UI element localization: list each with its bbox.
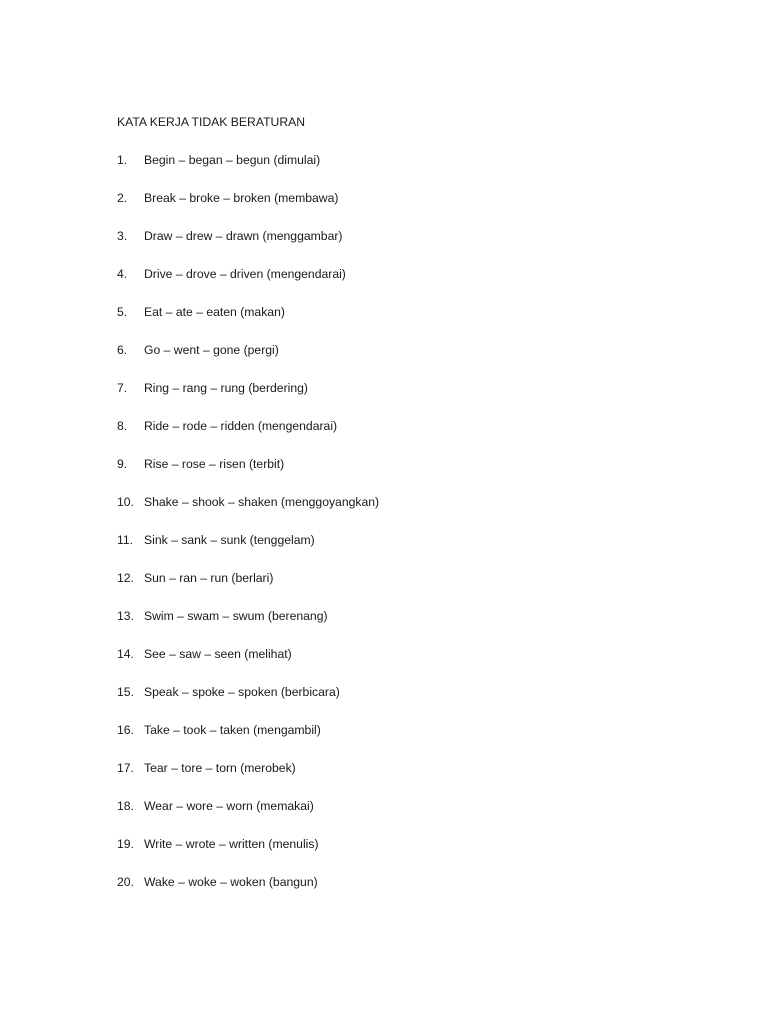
item-text: Take – took – taken (mengambil) [144,723,321,737]
list-item [117,455,379,493]
item-text: Go – went – gone (pergi) [144,343,279,357]
item-number: 5. [117,305,128,319]
item-text: Ride – rode – ridden (mengendarai) [144,419,338,433]
item-number: 17. [117,761,134,775]
item-text: Tear – tore – torn (merobek) [144,761,296,775]
item-text: Wear – wore – worn (memakai) [144,799,314,813]
item-number: 2. [117,191,128,205]
item-number: 7. [117,381,128,395]
item-number: 11. [117,533,134,547]
item-text: Drive – drove – driven (mengendarai) [144,267,346,281]
list-item [117,759,379,797]
item-text: Ring – rang – rung (berdering) [144,381,308,395]
list-item [117,721,379,759]
item-number: 18. [117,799,134,813]
item-text: Sun – ran – run (berlari) [144,571,274,585]
item-number: 6. [117,343,128,357]
list-item [117,265,379,303]
item-number: 9. [117,457,128,471]
list-item [117,835,379,873]
list-item [117,417,379,455]
item-text: Swim – swam – swum (berenang) [144,609,328,623]
item-text: Speak – spoke – spoken (berbicara) [144,685,340,699]
document-title: KATA KERJA TIDAK BERATURAN [117,115,306,129]
item-number: 16. [117,723,134,737]
list-item [117,151,379,189]
item-text: Write – wrote – written (menulis) [144,837,319,851]
list-item [117,493,379,531]
list-item [117,569,379,607]
item-text: Break – broke – broken (membawa) [144,191,339,205]
item-number: 15. [117,685,134,699]
item-text: Eat – ate – eaten (makan) [144,305,285,319]
item-number: 3. [117,229,128,243]
item-number: 13. [117,609,134,623]
list-item [117,189,379,227]
list-item [117,341,379,379]
list-item [117,797,379,835]
item-text: Wake – woke – woken (bangun) [144,875,318,889]
item-text: Shake – shook – shaken (menggoyangkan) [144,495,380,509]
item-number: 8. [117,419,128,433]
list-item [117,531,379,569]
item-text: See – saw – seen (melihat) [144,647,292,661]
list-item [117,873,379,911]
item-number: 10. [117,495,134,509]
list-item [117,227,379,265]
item-text: Draw – drew – drawn (menggambar) [144,229,343,243]
list-item [117,303,379,341]
verb-list [117,151,379,911]
list-item [117,683,379,721]
item-number: 12. [117,571,134,585]
list-item [117,379,379,417]
item-text: Sink – sank – sunk (tenggelam) [144,533,315,547]
list-item [117,645,379,683]
item-number: 20. [117,875,134,889]
item-number: 14. [117,647,134,661]
item-number: 19. [117,837,134,851]
item-number: 4. [117,267,128,281]
list-item [117,607,379,645]
item-text: Rise – rose – risen (terbit) [144,457,285,471]
item-number: 1. [117,153,128,167]
item-text: Begin – began – begun (dimulai) [144,153,321,167]
